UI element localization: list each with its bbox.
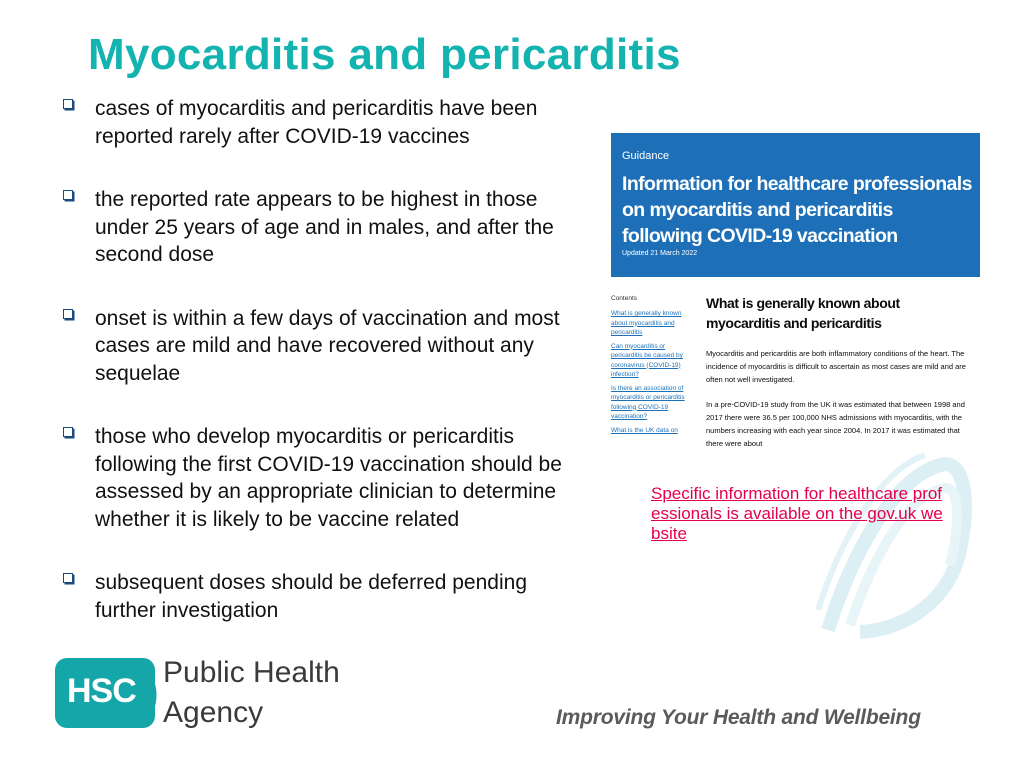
section-paragraph: In a pre-COVID-19 study from the UK it was estimated that between 1998 and 2017 there were 36.5 per 100,000 NHS admissions with myocarditis, with the numbers increasing with each year since 2004. In 2017 it was estimated that there were about bbox=[706, 400, 965, 448]
bullet-list bbox=[62, 95, 592, 624]
bullet-item bbox=[62, 423, 592, 533]
square-bullet-icon bbox=[63, 309, 73, 319]
square-bullet-icon bbox=[63, 99, 73, 109]
bullet-item bbox=[62, 569, 592, 624]
square-bullet-icon bbox=[63, 573, 73, 583]
agency-name-line-2: Agency bbox=[163, 696, 264, 729]
guidance-kicker: Guidance bbox=[622, 150, 670, 162]
contents-title: Contents bbox=[611, 295, 638, 302]
guidance-screenshot bbox=[611, 133, 980, 448]
bullet-text: the reported rate appears to be highest in those under 25 years of age and in males, and after the second dose bbox=[95, 188, 554, 266]
bullet-text: those who develop myocarditis or pericarditis following the first COVID-19 vaccination should be assessed by an appropriate clinician to determine whether it is likely to be vaccine related bbox=[95, 425, 562, 531]
contents-list bbox=[611, 309, 697, 439]
section-heading: What is generally known about myocarditis and pericarditis bbox=[706, 295, 900, 331]
bullet-item bbox=[62, 95, 592, 150]
square-bullet-icon bbox=[63, 427, 73, 437]
contents-link: Can myocarditis or pericarditis be caused by coronavirus (COVID-19) infection? bbox=[611, 342, 683, 378]
govuk-info-link[interactable]: Specific information for healthcare professionals is available on the gov.uk website bbox=[651, 484, 943, 543]
section-paragraph: Myocarditis and pericarditis are both inflammatory conditions of the heart. The incidence of myocarditis is difficult to ascertain as most cases are mild and are often not well investigated. bbox=[706, 349, 966, 384]
agency-name-line-1: Public Health bbox=[163, 656, 340, 689]
bullet-text: onset is within a few days of vaccination and most cases are mild and have recovered without any sequelae bbox=[95, 306, 560, 385]
logo-arc-icon bbox=[138, 664, 160, 726]
hsc-logo-text: HSC bbox=[67, 672, 136, 710]
guidance-updated-date: Updated 21 March 2022 bbox=[622, 250, 698, 257]
contents-link: What is generally known about myocarditis and pericarditis bbox=[611, 310, 682, 336]
guidance-heading: Information for healthcare professionals on myocarditis and pericarditis following COVID-19 vaccination bbox=[622, 173, 972, 247]
square-bullet-icon bbox=[63, 190, 73, 200]
contents-link: What is the UK data on bbox=[611, 426, 678, 434]
bullet-text: subsequent doses should be deferred pending further investigation bbox=[95, 571, 527, 622]
footer-tagline: Improving Your Health and Wellbeing bbox=[556, 706, 921, 729]
slide-title: Myocarditis and pericarditis bbox=[88, 30, 681, 79]
guidance-banner bbox=[611, 133, 980, 277]
bullet-item bbox=[62, 305, 592, 388]
bullet-item bbox=[62, 186, 592, 269]
bullet-text: cases of myocarditis and pericarditis have been reported rarely after COVID-19 vaccines bbox=[95, 97, 538, 148]
contents-link: Is there an association of myocarditis or pericarditis following COVID-19 vaccination? bbox=[611, 384, 685, 420]
